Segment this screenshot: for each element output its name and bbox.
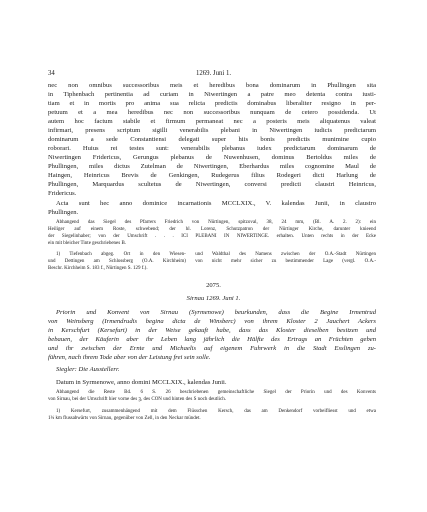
footnote-line: 1) Kersefurt, zusammenhängend mit dem Flüsschen Kersch, das am Denkendorf vorbeifliesst und etwa [56,409,376,414]
regest-line: bebauen, der Käuferin aber ihr Leben lang jährlich die Hälfte des Ertrags an Früchten geben [48,336,376,343]
document-number: 2075. [206,282,221,289]
body-line: Phullingen, miles dictus Zutelman de Niwertingen, Eberhardus miles cognomine Maul de [48,163,376,170]
body-line: Fridericus. [48,190,77,197]
body-line: infirmari, presens scriptum sigilli venerabilis plebani in Niwertingen iudicis predictarum [48,127,376,134]
dating-line-2075: Datum in Syrmenowe, anno domini MCCLXIX., kalendas Junii. [56,379,227,386]
page-number: 34 [48,70,55,77]
seal-note-line: Heiliger auf einem Roste, schwebend; der hl. Lorenz, Schutzpatron der Nürtinger Kirche, darunter knieend [48,227,376,232]
body-line: petuum et a mea heredibus nec non successoribus nunquam de cetero possidenda. Ut [48,109,376,116]
place-date: Sirnau 1269. Juni 1. [186,295,241,302]
footnote-line: Beschr. Kirchheim S. 183 f., Nürtingen S. 129 f.). [48,266,148,271]
regest-line: führen, nach ihrem Tode aber von der Leistung frei sein solle. [48,354,211,361]
body-line: roborari. Huius rei testes sunt: venerabilis plebanus iudex predictarum dominarum de [48,145,376,152]
regest-line: von Weinsberg (Irmendrudis begina dicta de Winsberc) von ihrem Kloster 2 Jauchert Ackers [48,318,376,325]
seal-note-line: Abhangend das Siegel des Pfarrers Friedrich von Nürtingen, spitzoval, 38, 24 mm, (Bl. A. 2. 2): ein [56,220,376,225]
dating-line: Phullingen. [48,209,79,216]
body-line: Haingen, Heinricus Brevis de Genkingen, Rudegerus filius Rodegeri dicti Harlung de [48,172,376,179]
body-line: tiam et in mortis pro anima sua relicta predictis dominabus liberaliter resigno in per- [48,100,376,107]
footnote-line: und Dettingen am Schlossberg (O.A. Kirchheim) von nicht mehr sicher zu bestimmender Lage (vergl. O.A.- [48,259,376,264]
regest-line: in Kerschfurt (Kersefurt) in der Weise gekauft habe, dass das Kloster dieselben besitzen und [48,327,376,334]
seal-note-line: ein mit bleicher Tinte geschriebenes B. [48,241,127,246]
body-line: nec non omnibus successoribus meis et heredibus bona dominarum in Phullingen sita [48,82,376,89]
body-line: Niwertingen Fridericus, Gerungus plebanus de Nuwenhusen, dominus Bertoldus miles de [48,154,376,161]
regest-line: Priorin und Konvent von Sirnau (Syrmenowe) beurkunden, dass die Begine Irmentrud [56,309,376,316]
footnote-line: 1) Tiefenbach abgeg. Ort in den Wiesen- und Waldthal des Namens zwischen der O.A.-Stadt Nürtingen [56,252,376,257]
body-line: in Tiphenbach pertinentia ad curiam in Niwertingen a patre meo detenta contra iusti- [48,91,376,98]
regest-line: und ihr zwischen der Ernte und Michaelis auf eigenem Fuhrwerk in die Stadt Esslingen zu- [48,345,376,352]
seal-note-line: Abhangend die Reste Bd. 6 S. 26 beschriebenen gemeinschaftliche Siegel der Priorin und des Konvents [56,390,376,395]
dating-line: Acta sunt hec anno dominice incarnationis MCCLXIX., V. kalendas Junii, in claustro [56,200,376,207]
body-line: autem hoc factum stabile et firmum permaneat nec a posteris meis aliquatenus valeat [48,118,376,125]
footnote-line: 1¼ km flussabwärts von Sirnau, gegenüber von Zell, in den Neckar mündet. [48,416,201,421]
body-line: dominarum a sede Constantiensi delegati super hiis bonis predictis munimine cupio [48,136,376,143]
sealer-line: Siegler: Die Ausstellerr. [56,366,120,373]
seal-note-line: der Siegelinhaber; von der Umschrift . . . ICI PLEBANI IN NIWERTINGE. erhalten. Unten rechts in der Ecke [48,234,376,239]
running-title: 1269. Juni 1. [195,70,232,77]
seal-note-line: von Sirnau, bei der Umschrift hier vorne des ꝫ, des CON und hinten des S noch deutlich. [48,397,226,402]
body-line: Phullingen, Marquardus scultetus de Niwertingen, conversi predicti claustri Heinricus, [48,181,376,188]
